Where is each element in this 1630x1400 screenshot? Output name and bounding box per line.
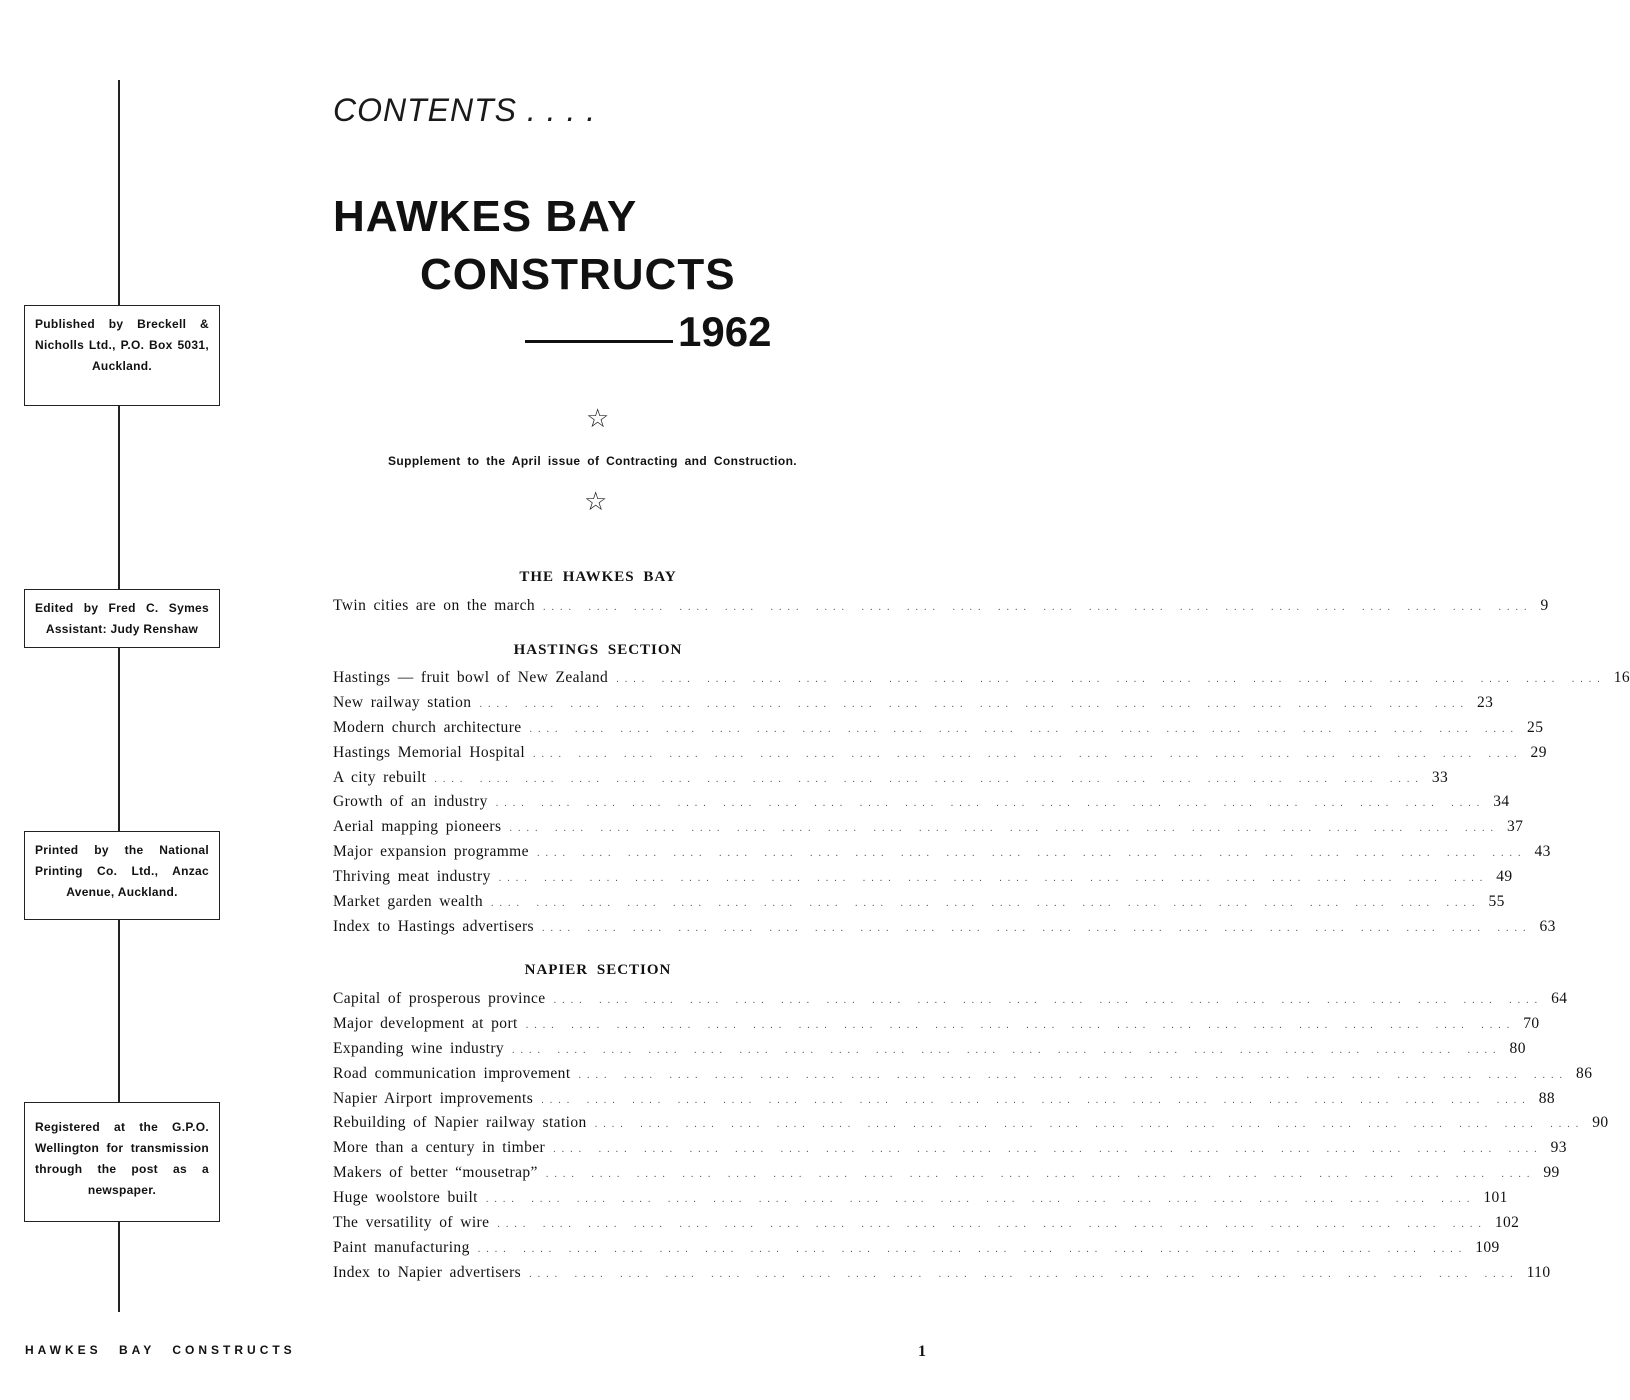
- toc-title: Capital of prosperous province: [333, 990, 546, 1007]
- toc-page: 70: [1523, 1014, 1540, 1032]
- toc-title: Makers of better “mousetrap”: [333, 1164, 538, 1182]
- toc-title: Modern church architecture: [333, 718, 522, 736]
- toc-entry: [333, 990, 1568, 1015]
- toc-entry: [333, 868, 1513, 893]
- toc-page: 49: [1496, 868, 1513, 886]
- toc-page: 99: [1543, 1164, 1560, 1182]
- leader-dots: .... .... .... .... .... .... .... .... .... .... .... .... .... .... .... .... .... .... .... .... .... ....: [495, 798, 1486, 810]
- leader-dots: .... .... .... .... .... .... .... .... .... .... .... .... .... .... .... .... .... .... .... .... .... ....: [553, 995, 1544, 1006]
- printer-text: Printed by the National Printing Co. Ltd., Anzac Avenue, Auckland.: [35, 843, 209, 899]
- toc-list: [333, 669, 1630, 943]
- toc-title: Growth of an industry: [333, 793, 488, 811]
- toc-title: Expanding wine industry: [333, 1039, 505, 1057]
- leader-dots: .... .... .... .... .... .... .... .... .... .... .... .... .... .... .... .... .... .... .... .... .... ....: [477, 1243, 1468, 1255]
- toc-page: 109: [1475, 1238, 1500, 1256]
- toc-title: Road communication improvement: [333, 1064, 571, 1082]
- toc-page: 55: [1488, 893, 1505, 911]
- toc-title: The versatility of wire: [333, 1214, 490, 1232]
- rail-line-4: [118, 920, 120, 1102]
- leader-dots: .... .... .... .... .... .... .... .... .... .... .... .... .... .... .... .... .... .... .... .... .... ....: [616, 674, 1606, 685]
- toc-title: Index to Hastings advertisers: [333, 917, 534, 935]
- leader-dots: .... .... .... .... .... .... .... .... .... .... .... .... .... .... .... .... .... .... .... .... .... ....: [529, 723, 1520, 735]
- leader-dots: .... .... .... .... .... .... .... .... .... .... .... .... .... .... .... .... .... .... .... .... .... ....: [497, 1219, 1487, 1231]
- toc-page: 34: [1493, 793, 1510, 811]
- toc-entry: [333, 1164, 1560, 1189]
- title-line-2: CONSTRUCTS: [420, 250, 736, 299]
- leader-dots: .... .... .... .... .... .... .... .... .... .... .... .... .... .... .... .... .... .... .... .... .... ....: [543, 602, 1533, 613]
- leader-dots: .... .... .... .... .... .... .... .... .... .... .... .... .... .... .... .... .... .... .... .... .... ....: [479, 698, 1469, 710]
- toc-page: 9: [1540, 597, 1549, 614]
- toc-page: 110: [1526, 1263, 1551, 1281]
- leader-dots: .... .... .... .... .... .... .... .... .... .... .... .... .... .... .... .... .... .... .... .... .... ....: [536, 848, 1527, 860]
- toc-title: Napier Airport improvements: [333, 1089, 534, 1107]
- page-number: 1: [918, 1343, 926, 1360]
- supplement-note: Supplement to the April issue of Contracting and Construction.: [388, 454, 798, 468]
- registration-text: Registered at the G.P.O. Wellington for transmission through the post as a newspaper.: [35, 1120, 209, 1197]
- leader-dots: .... .... .... .... .... .... .... .... .... .... .... .... .... .... .... .... .... .... .... .... .... ....: [594, 1119, 1585, 1131]
- toc-entry: [333, 718, 1544, 744]
- star-icon: ☆: [584, 487, 608, 516]
- toc-title: Market garden wealth: [333, 893, 483, 911]
- toc-title: New railway station: [333, 693, 472, 711]
- publisher-text: Published by Breckell & Nicholls Ltd., P.O. Box 5031, Auckland.: [35, 317, 209, 373]
- toc-list: [333, 990, 1609, 1289]
- toc-entry: [333, 1114, 1609, 1139]
- running-footer: HAWKES BAY CONSTRUCTS: [25, 1343, 296, 1357]
- toc-entry: [333, 1189, 1508, 1214]
- toc-entry: [333, 843, 1551, 868]
- section-heading: HASTINGS SECTION: [513, 642, 683, 658]
- toc-page: 16: [1613, 669, 1630, 686]
- leader-dots: .... .... .... .... .... .... .... .... .... .... .... .... .... .... .... .... .... .... .... .... .... ....: [529, 1268, 1519, 1280]
- toc-title: Major expansion programme: [333, 843, 529, 861]
- toc-title: Huge woolstore built: [333, 1189, 478, 1207]
- leader-dots: .... .... .... .... .... .... .... .... .... .... .... .... .... .... .... .... .... .... .... .... .... ....: [553, 1144, 1543, 1156]
- year: 1962: [678, 308, 772, 355]
- leader-dots: .... .... .... .... .... .... .... .... .... .... .... .... .... .... .... .... .... .... .... .... .... ....: [533, 748, 1523, 760]
- section-heading: THE HAWKES BAY: [519, 569, 677, 585]
- toc-page: 29: [1530, 743, 1547, 761]
- toc-list: [333, 597, 1549, 622]
- toc-entry: [333, 1139, 1567, 1164]
- toc-page: 33: [1431, 768, 1449, 786]
- leader-dots: .... .... .... .... .... .... .... .... .... .... .... .... .... .... .... .... .... .... .... .... .... ....: [541, 1094, 1531, 1106]
- toc-title: A city rebuilt: [333, 768, 427, 786]
- rail-line-5: [118, 1222, 120, 1312]
- leader-dots: .... .... .... .... .... .... .... .... .... .... .... .... .... .... .... .... .... .... .... .... .... ....: [485, 1194, 1476, 1206]
- toc-page: 101: [1483, 1189, 1508, 1207]
- rail-line-2: [118, 406, 120, 589]
- toc-entry: [333, 1238, 1500, 1264]
- toc-title: Paint manufacturing: [333, 1238, 470, 1256]
- toc-page: 63: [1539, 917, 1556, 935]
- toc-page: 88: [1538, 1089, 1555, 1107]
- leader-dots: .... .... .... .... .... .... .... .... .... .... .... .... .... .... .... .... .... .... .... .... .... ....: [578, 1069, 1569, 1081]
- toc-page: 43: [1534, 843, 1551, 861]
- toc-entry: [333, 893, 1505, 918]
- toc-title: Twin cities are on the march: [333, 597, 536, 614]
- toc-entry: [333, 1064, 1593, 1090]
- contents-label: CONTENTS . . . .: [333, 92, 597, 128]
- printer-box: [24, 831, 220, 920]
- toc-page: 64: [1551, 990, 1568, 1007]
- star-icon: ☆: [586, 404, 610, 433]
- toc-page: 80: [1509, 1039, 1526, 1057]
- leader-dots: .... .... .... .... .... .... .... .... .... .... .... .... .... .... .... .... .... .... .... .... .... ....: [498, 873, 1489, 885]
- editor-box: [24, 589, 220, 648]
- toc-entry: [333, 768, 1449, 794]
- leader-dots: .... .... .... .... .... .... .... .... .... .... .... .... .... .... .... .... .... .... .... .... .... ....: [512, 1044, 1502, 1056]
- leader-dots: .... .... .... .... .... .... .... .... .... .... .... .... .... .... .... .... .... .... .... .... .... ....: [541, 922, 1532, 934]
- toc-entry: [333, 693, 1494, 719]
- toc-page: 90: [1592, 1114, 1609, 1132]
- toc-entry: [333, 818, 1524, 843]
- toc-title: Major development at port: [333, 1014, 518, 1032]
- leader-dots: .... .... .... .... .... .... .... .... .... .... .... .... .... .... .... .... .... .... .... .... .... ....: [491, 898, 1481, 910]
- toc-page: 102: [1494, 1214, 1520, 1232]
- toc-page: 86: [1576, 1064, 1593, 1082]
- toc-title: Hastings Memorial Hospital: [333, 743, 526, 761]
- year-rule: [525, 340, 673, 343]
- toc-title: Aerial mapping pioneers: [333, 818, 502, 836]
- toc-entry: [333, 917, 1556, 943]
- toc-title: Rebuilding of Napier railway station: [333, 1114, 587, 1132]
- registration-box: [24, 1102, 220, 1222]
- rail-line-3: [118, 648, 120, 831]
- leader-dots: .... .... .... .... .... .... .... .... .... .... .... .... .... .... .... .... .... .... .... .... .... ....: [509, 823, 1499, 835]
- toc-entry: [333, 1039, 1526, 1065]
- toc-page: 37: [1506, 818, 1524, 836]
- toc-title: Thriving meat industry: [333, 868, 491, 886]
- leader-dots: .... .... .... .... .... .... .... .... .... .... .... .... .... .... .... .... .... .... .... .... .... ....: [434, 773, 1424, 785]
- leader-dots: .... .... .... .... .... .... .... .... .... .... .... .... .... .... .... .... .... .... .... .... .... ....: [545, 1169, 1536, 1181]
- toc-entry: [333, 1214, 1520, 1239]
- toc-entry: [333, 597, 1549, 622]
- toc-title: Hastings — fruit bowl of New Zealand: [333, 669, 609, 686]
- toc-entry: [333, 743, 1547, 769]
- section-heading: NAPIER SECTION: [524, 962, 672, 978]
- publisher-box: [24, 305, 220, 406]
- rail-line-1: [118, 80, 120, 305]
- toc-entry: [333, 669, 1630, 694]
- toc-title: More than a century in timber: [333, 1139, 546, 1157]
- toc-entry: [333, 793, 1510, 818]
- title-line-1: HAWKES BAY: [333, 192, 638, 241]
- toc-page: 93: [1550, 1139, 1567, 1157]
- toc-entry: [333, 1263, 1551, 1289]
- toc-entry: [333, 1089, 1555, 1115]
- leader-dots: .... .... .... .... .... .... .... .... .... .... .... .... .... .... .... .... .... .... .... .... .... ....: [525, 1019, 1516, 1031]
- toc-entry: [333, 1014, 1540, 1040]
- toc-title: Index to Napier advertisers: [333, 1263, 522, 1281]
- toc-page: 25: [1527, 718, 1544, 736]
- toc-page: 23: [1476, 693, 1494, 711]
- editor-text: Edited by Fred C. Symes Assistant: Judy Renshaw: [35, 601, 209, 636]
